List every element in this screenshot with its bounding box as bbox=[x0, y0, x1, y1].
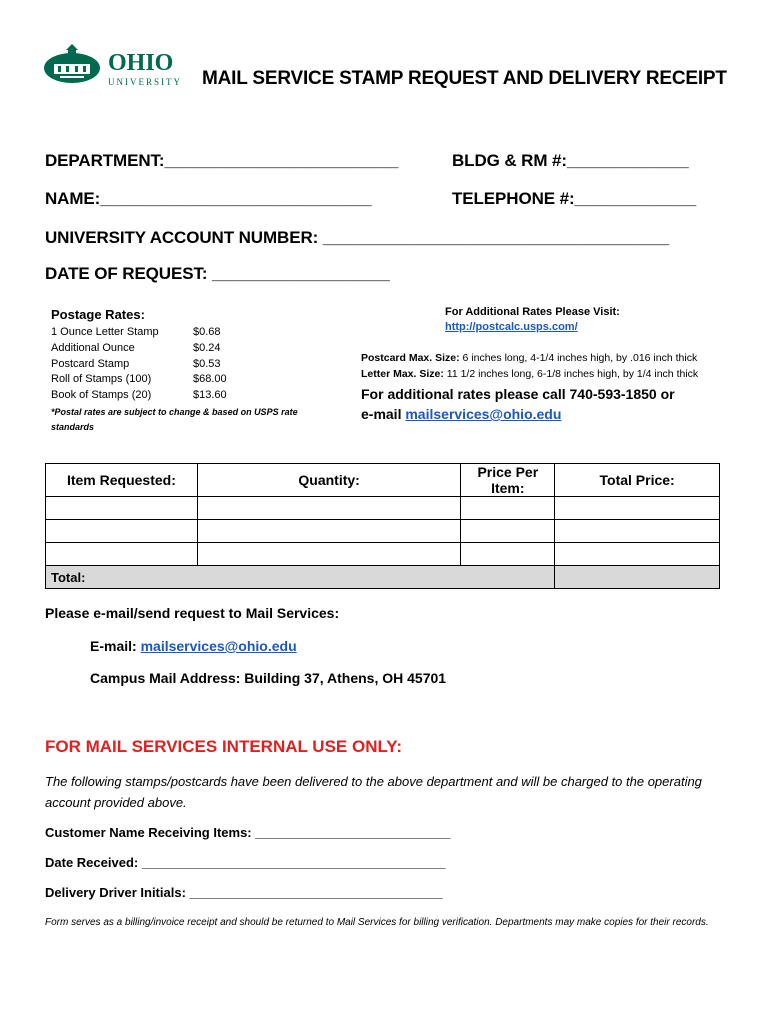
customer-name-field[interactable]: Customer Name Receiving Items: ___________________________ bbox=[45, 825, 451, 840]
contact-email-link[interactable]: mailservices@ohio.edu bbox=[140, 638, 297, 654]
name-field[interactable]: NAME:_____________________________ bbox=[45, 189, 372, 208]
rate-price: $0.68 bbox=[193, 326, 221, 338]
header-total-price: Total Price: bbox=[555, 464, 720, 497]
quantity-cell[interactable] bbox=[197, 497, 461, 520]
price-cell[interactable] bbox=[461, 520, 555, 543]
letter-max-size-label: Letter Max. Size: bbox=[361, 368, 444, 380]
postal-rates-note: *Postal rates are subject to change & based on USPS rate standards bbox=[51, 407, 298, 432]
table-row[interactable] bbox=[46, 520, 720, 543]
ohio-university-logo bbox=[42, 44, 192, 90]
contact-email-line bbox=[90, 638, 297, 654]
table-header-row bbox=[46, 464, 720, 497]
postage-rates-heading: Postage Rates: bbox=[51, 307, 145, 322]
item-cell[interactable] bbox=[46, 497, 198, 520]
bldg-rm-field[interactable]: BLDG & RM #:_____________ bbox=[452, 151, 689, 170]
table-row[interactable] bbox=[46, 497, 720, 520]
email-label: E-mail: bbox=[90, 638, 141, 654]
total-cell[interactable] bbox=[555, 520, 720, 543]
date-of-request-field[interactable]: DATE OF REQUEST: ___________________ bbox=[45, 264, 390, 283]
usps-postcalc-link[interactable]: http://postcalc.usps.com/ bbox=[445, 321, 578, 333]
call-info bbox=[361, 384, 675, 424]
mailservices-email-link[interactable]: mailservices@ohio.edu bbox=[405, 406, 562, 422]
date-received-field[interactable]: Date Received: __________________________________________ bbox=[45, 855, 446, 870]
campus-mail-address: Campus Mail Address: Building 37, Athens, OH 45701 bbox=[90, 670, 447, 686]
rate-name: Book of Stamps (20) bbox=[51, 389, 152, 401]
additional-rates-heading: For Additional Rates Please Visit: bbox=[445, 306, 620, 318]
department-field[interactable]: DEPARTMENT:_________________________ bbox=[45, 151, 399, 170]
rate-name: Postcard Stamp bbox=[51, 358, 130, 370]
header-quantity: Quantity: bbox=[197, 464, 461, 497]
postcard-max-size-text: 6 inches long, 4-1/4 inches high, by .016 inch thick bbox=[459, 352, 698, 364]
header-item-requested: Item Requested: bbox=[46, 464, 198, 497]
send-request-instructions: Please e-mail/send request to Mail Services: bbox=[45, 605, 340, 621]
item-cell[interactable] bbox=[46, 543, 198, 566]
header-price-per-item: Price Per Item: bbox=[461, 464, 555, 497]
rate-price: $68.00 bbox=[193, 373, 227, 385]
account-number-field[interactable]: UNIVERSITY ACCOUNT NUMBER: _____________________________________ bbox=[45, 228, 669, 247]
rate-name: Roll of Stamps (100) bbox=[51, 373, 152, 385]
driver-initials-field[interactable]: Delivery Driver Initials: ___________________________________ bbox=[45, 885, 443, 900]
rate-price: $13.60 bbox=[193, 389, 227, 401]
rate-price: $0.24 bbox=[193, 342, 221, 354]
postcard-max-size bbox=[361, 352, 697, 364]
rate-price: $0.53 bbox=[193, 358, 221, 370]
rate-name: 1 Ounce Letter Stamp bbox=[51, 326, 159, 338]
telephone-field[interactable]: TELEPHONE #:_____________ bbox=[452, 189, 697, 208]
price-cell[interactable] bbox=[461, 543, 555, 566]
table-row[interactable] bbox=[46, 543, 720, 566]
quantity-cell[interactable] bbox=[197, 520, 461, 543]
delivery-statement: The following stamps/postcards have been delivered to the above department and will be charged to the operating account provided above. bbox=[45, 774, 702, 810]
quantity-cell[interactable] bbox=[197, 543, 461, 566]
total-cell[interactable] bbox=[555, 543, 720, 566]
postcard-max-size-label: Postcard Max. Size: bbox=[361, 352, 460, 364]
total-label: Total: bbox=[46, 566, 555, 589]
rate-name: Additional Ounce bbox=[51, 342, 135, 354]
price-cell[interactable] bbox=[461, 497, 555, 520]
letter-max-size-text: 11 1/2 inches long, 6-1/8 inches high, by 1/4 inch thick bbox=[443, 368, 699, 380]
call-line: For additional rates please call 740-593-1850 or bbox=[361, 386, 675, 402]
form-footer-note: Form serves as a billing/invoice receipt and should be returned to Mail Services for billing verification. Departments may make copies for their records. bbox=[45, 917, 709, 928]
letter-max-size bbox=[361, 368, 698, 380]
item-cell[interactable] bbox=[46, 520, 198, 543]
total-row bbox=[46, 566, 720, 589]
internal-use-heading: FOR MAIL SERVICES INTERNAL USE ONLY: bbox=[45, 737, 403, 756]
total-cell[interactable] bbox=[555, 497, 720, 520]
logo-name: OHIO bbox=[108, 50, 174, 76]
logo-sub: UNIVERSITY bbox=[108, 77, 182, 87]
email-prefix: e-mail bbox=[361, 406, 406, 422]
grand-total-cell[interactable] bbox=[555, 566, 720, 589]
page-title: MAIL SERVICE STAMP REQUEST AND DELIVERY RECEIPT bbox=[202, 68, 727, 89]
items-table bbox=[45, 463, 720, 589]
